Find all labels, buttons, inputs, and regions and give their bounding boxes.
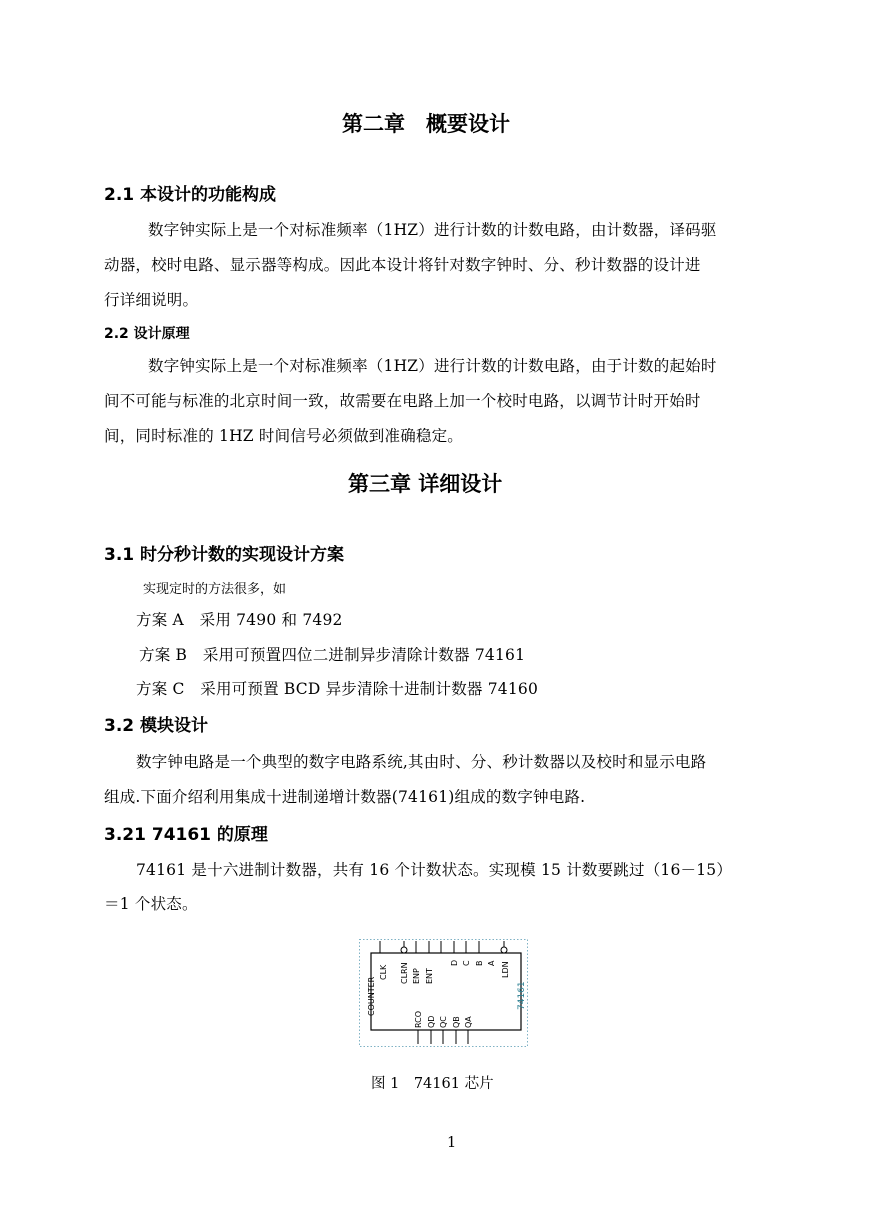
section-3-21-line-1: 74161 是十六进制计数器，共有 16 个计数状态。实现模 15 计数要跳过（16－15） [136,861,733,879]
chip-part-number: 74161 [517,981,527,1010]
section-2-1-heading: 2.1 本设计的功能构成 [104,185,277,205]
option-b: 方案 B 采用可预置四位二进制异步清除计数器 74161 [139,646,526,664]
pin-c: C [462,960,471,966]
pin-ldn: LDN [501,961,510,978]
option-c: 方案 C 采用可预置 BCD 异步清除十进制计数器 74160 [136,680,539,698]
section-3-21-line-2: ＝1 个状态。 [104,895,198,913]
pin-clk: CLK [379,964,388,980]
section-3-1-intro: 实现定时的方法很多，如 [143,582,287,597]
chapter-2-title: 第二章 概要设计 [342,112,510,136]
chip-counter-label: COUNTER [367,976,376,1016]
pin-a: A [487,960,496,966]
option-a: 方案 A 采用 7490 和 7492 [136,611,343,629]
section-3-1-heading: 3.1 时分秒计数的实现设计方案 [104,545,345,565]
pin-b: B [475,960,484,966]
figure-caption: 图 1 74161 芯片 [371,1076,494,1092]
pin-clrn: CLRN [400,962,409,984]
section-2-2-line-3: 间，同时标准的 1HZ 时间信号必须做到准确稳定。 [104,427,464,445]
pin-qa: QA [464,1016,473,1028]
chapter-3-title: 第三章 详细设计 [348,472,503,496]
pin-enp: ENP [412,968,421,984]
section-2-1-line-2: 动器，校时电路、显示器等构成。因此本设计将针对数字钟时、分、秒计数器的设计进 [104,256,701,274]
section-3-21-heading: 3.21 74161 的原理 [104,825,268,845]
section-3-2-heading: 3.2 模块设计 [104,716,209,736]
page-number: 1 [447,1135,457,1151]
section-2-1-line-3: 行详细说明。 [104,291,199,309]
section-3-2-line-1: 数字钟电路是一个典型的数字电路系统,其由时、分、秒计数器以及校时和显示电路 [136,753,707,771]
pin-ent: ENT [425,968,434,984]
clrn-bubble [401,947,407,953]
pin-qc: QC [439,1016,448,1028]
pin-d: D [450,959,459,966]
pin-rco: RCO [414,1010,423,1028]
section-2-2-line-2: 间不可能与标准的北京时间一致，故需要在电路上加一个校时电路，以调节计时开始时 [104,392,701,410]
pin-qd: QD [427,1015,436,1028]
ldn-bubble [501,947,507,953]
section-2-2-line-1: 数字钟实际上是一个对标准频率（1HZ）进行计数的计数电路，由于计数的起始时 [148,357,717,375]
section-2-2-heading: 2.2 设计原理 [104,326,190,342]
section-2-1-line-1: 数字钟实际上是一个对标准频率（1HZ）进行计数的计数电路，由计数器，译码驱 [148,221,717,239]
chip-74161-diagram [358,938,529,1048]
pin-qb: QB [452,1016,461,1028]
section-3-2-line-2: 组成.下面介绍利用集成十进制递增计数器(74161)组成的数字钟电路. [104,788,586,806]
